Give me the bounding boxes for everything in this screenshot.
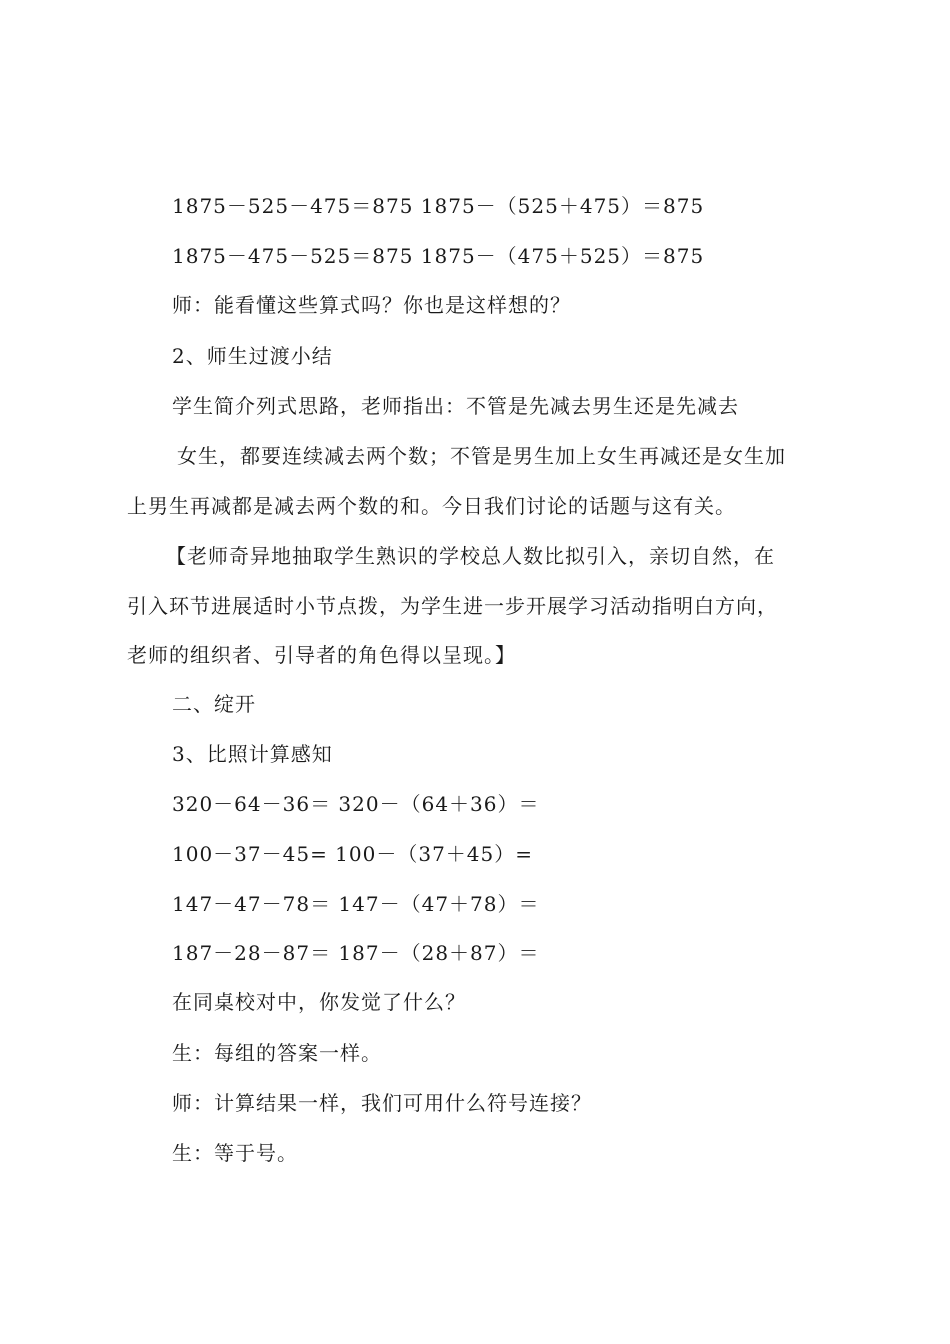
exercise-line-4: 187－28－87＝ 187－（28＋87）＝ [172,941,540,965]
paragraph-line: 上男生再减都是减去两个数的和。今日我们讨论的话题与这有关。 [127,494,736,518]
paragraph-line: 学生简介列式思路，老师指出：不管是先减去男生还是先减去 [172,394,739,418]
teacher-question: 师：计算结果一样，我们可用什么符号连接？ [172,1091,592,1115]
question-line: 在同桌校对中，你发觉了什么？ [172,990,466,1014]
exercise-line-2: 100－37－45= 100－（37＋45）= [172,842,534,866]
section-heading-unfold: 二、绽开 [172,692,256,716]
commentary-line: 【老师奇异地抽取学生熟识的学校总人数比拟引入，亲切自然，在 [166,544,775,568]
commentary-line: 引入环节进展适时小节点拨，为学生进一步开展学习活动指明白方向， [127,594,778,618]
equation-line-1: 1875－525－475＝875 1875－（525＋475）＝875 [172,194,705,218]
student-answer: 生：每组的答案一样。 [172,1041,382,1065]
equation-line-2: 1875－475－525＝875 1875－（475＋525）＝875 [172,244,705,268]
student-answer: 生：等于号。 [172,1141,298,1165]
paragraph-line: 女生，都要连续减去两个数；不管是男生加上女生再减还是女生加 [177,444,786,468]
commentary-line: 老师的组织者、引导者的角色得以呈现。】 [127,643,516,667]
exercise-line-1: 320－64－36＝ 320－（64＋36）＝ [172,792,540,816]
section-heading-2: 2、师生过渡小结 [172,344,333,368]
teacher-question: 师：能看懂这些算式吗？你也是这样想的？ [172,293,571,317]
exercise-line-3: 147－47－78＝ 147－（47＋78）＝ [172,892,540,916]
section-heading-3: 3、比照计算感知 [172,742,333,766]
